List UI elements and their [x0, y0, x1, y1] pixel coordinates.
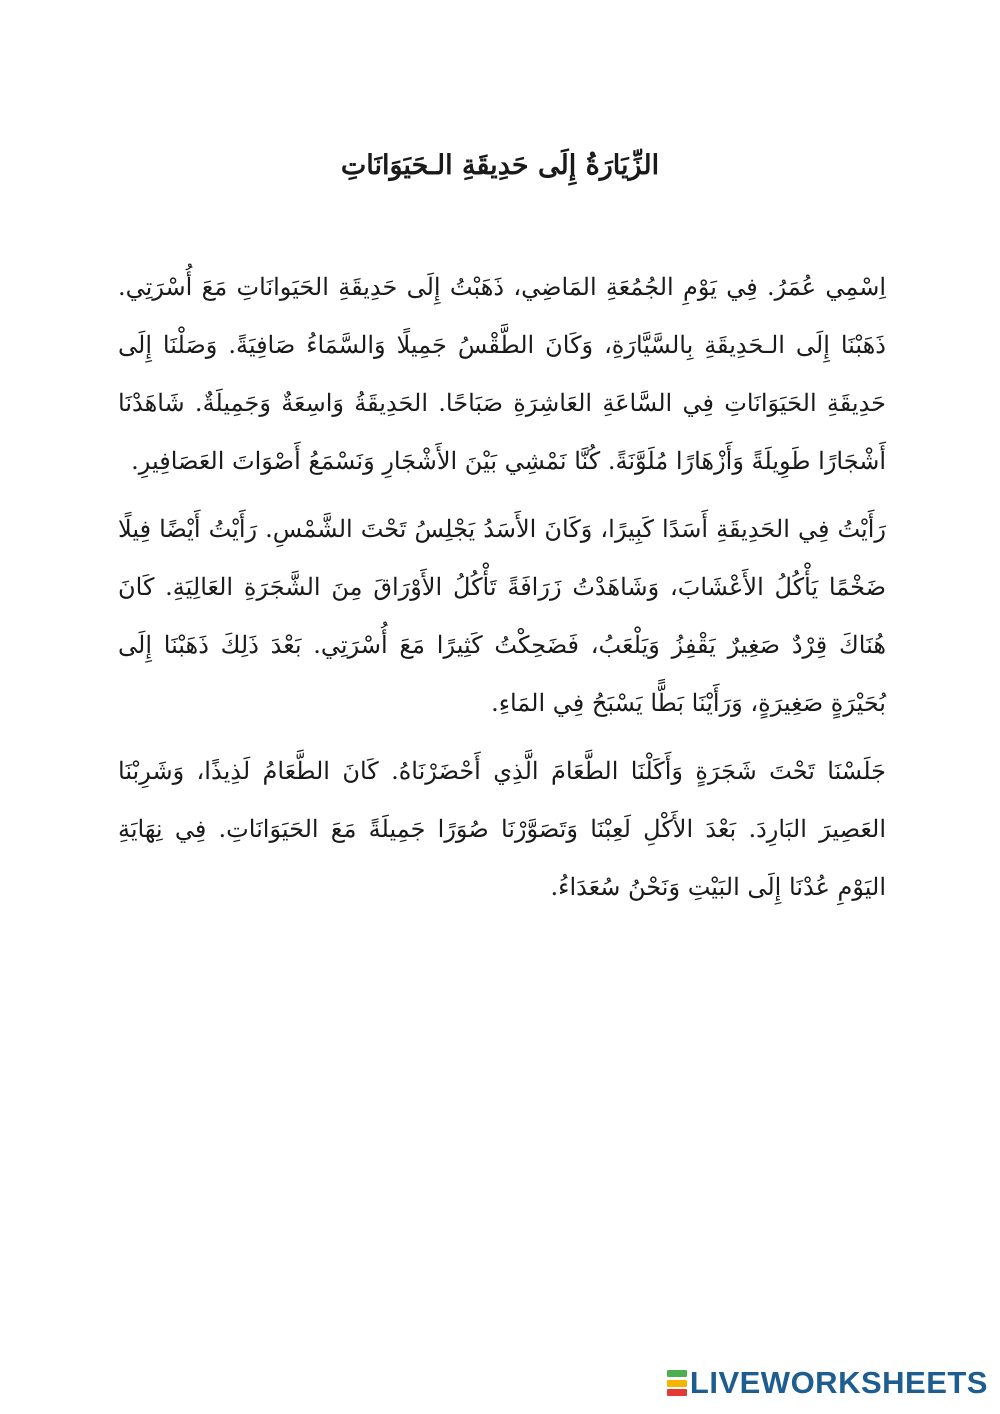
paragraph-3: جَلَسْنَا تَحْتَ شَجَرَةٍ وَأَكَلْنَا الطَّعَامَ الَّذِي أَحْضَرْنَاهُ. كَانَ الطَّعَامُ لَذِيذًا، وَشَرِبْنَا العَصِيرَ البَارِدَ. بَعْدَ الأَكْلِ لَعِبْنَا وَتَصَوَّرْنَا صُوَرًا جَمِيلَةً مَعَ الحَيَوَانَاتِ. فِي نِهَايَةِ اليَوْمِ عُدْنَا إِلَى البَيْتِ وَنَحْنُ سُعَدَاءُ. — [118, 757, 886, 901]
page-title: الزِّيَارَةُ إِلَى حَدِيقَةِ الـحَيَوَانَاتِ — [340, 150, 660, 182]
logo-bar-green — [667, 1370, 687, 1377]
brand-wordmark: LIVEWORKSHEETS — [689, 1365, 988, 1400]
story-text — [118, 258, 886, 926]
logo-bar-red — [667, 1389, 687, 1396]
liveworksheets-brand — [667, 1366, 988, 1400]
liveworksheets-logo-icon — [667, 1370, 687, 1396]
paragraph-1: اِسْمِي عُمَرُ. فِي يَوْمِ الجُمُعَةِ المَاضِي، ذَهَبْتُ إِلَى حَدِيقَةِ الحَيَوانَاتِ مَعَ أُسْرَتِي. ذَهَبْنَا إِلَى الـحَدِيقَةِ بِالسَّيَّارَةِ، وَكَانَ الطَّقْسُ جَمِيلًا وَالسَّمَاءُ صَافِيَةً. وَصَلْنَا إِلَى حَدِيقَةِ الحَيَوَانَاتِ فِي السَّاعَةِ العَاشِرَةِ صَبَاحًا. الحَدِيقَةُ وَاسِعَةٌ وَجَمِيلَةٌ. شَاهَدْنَا أَشْجَارًا طَوِيلَةً وَأَزْهَارًا مُلَوَّنَةً. كُنَّا نَمْشِي بَيْنَ الأَشْجَارِ وَنَسْمَعُ أَصْوَاتَ العَصَافِيرِ. — [118, 273, 886, 475]
paragraph-2: رَأَيْتُ فِي الحَدِيقَةِ أَسَدًا كَبِيرًا، وَكَانَ الأَسَدُ يَجْلِسُ تَحْتَ الشَّمْسِ. رَأَيْتُ أَيْضًا فِيلًا ضَخْمًا يَأْكُلُ الأَعْشَابَ، وَشَاهَدْتُ زَرَافَةً تَأْكُلُ الأَوْرَاقَ مِنَ الشَّجَرَةِ العَالِيَةِ. كَانَ هُنَاكَ قِرْدٌ صَغِيرٌ يَقْفِزُ وَيَلْعَبُ، فَضَحِكْتُ كَثِيرًا مَعَ أُسْرَتِي. بَعْدَ ذَلِكَ ذَهَبْنَا إِلَى بُحَيْرَةٍ صَغِيرَةٍ، وَرَأَيْنَا بَطًّا يَسْبَحُ فِي المَاءِ. — [118, 515, 886, 717]
logo-bar-yellow — [667, 1380, 687, 1387]
